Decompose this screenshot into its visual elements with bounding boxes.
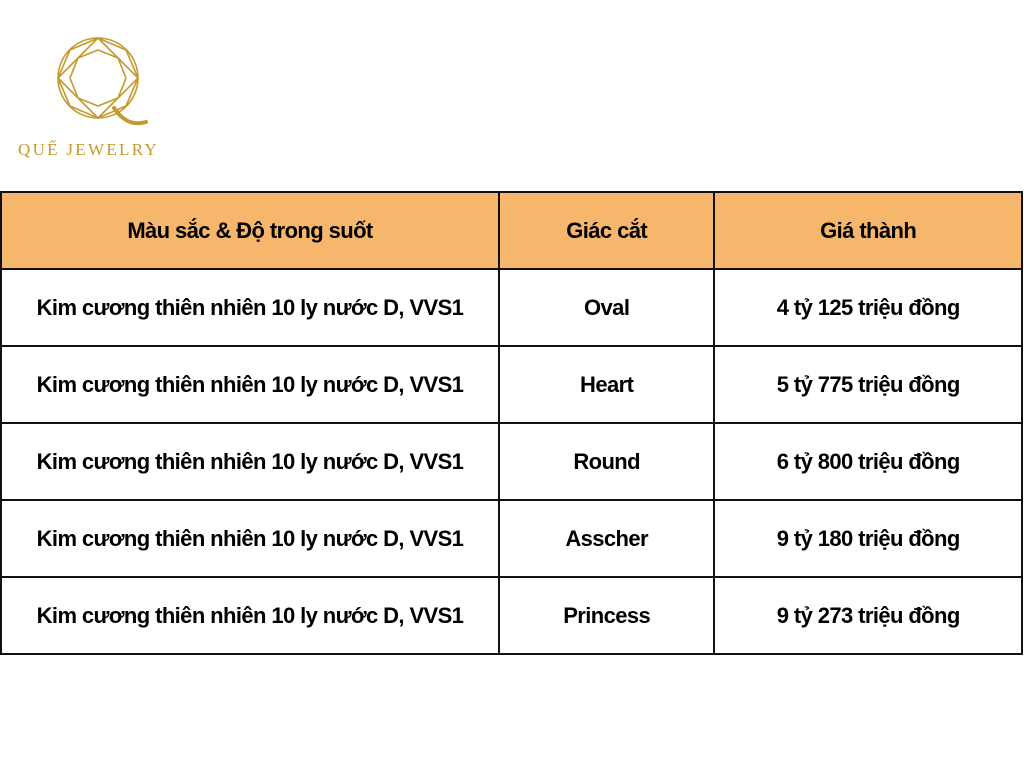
cell-description: Kim cương thiên nhiên 10 ly nước D, VVS1 bbox=[1, 500, 499, 577]
cell-description: Kim cương thiên nhiên 10 ly nước D, VVS1 bbox=[1, 269, 499, 346]
cell-price: 5 tỷ 775 triệu đồng bbox=[714, 346, 1022, 423]
table-row bbox=[1, 269, 1022, 346]
table-row bbox=[1, 577, 1022, 654]
diamond-q-logo-icon bbox=[52, 34, 152, 134]
cell-description: Kim cương thiên nhiên 10 ly nước D, VVS1 bbox=[1, 577, 499, 654]
table-row bbox=[1, 423, 1022, 500]
cell-cut: Heart bbox=[499, 346, 714, 423]
cell-cut: Asscher bbox=[499, 500, 714, 577]
header-price: Giá thành bbox=[714, 192, 1022, 269]
cell-cut: Princess bbox=[499, 577, 714, 654]
table-row bbox=[1, 500, 1022, 577]
cell-price: 9 tỷ 180 triệu đồng bbox=[714, 500, 1022, 577]
table-header-row bbox=[1, 192, 1022, 269]
cell-price: 6 tỷ 800 triệu đồng bbox=[714, 423, 1022, 500]
cell-description: Kim cương thiên nhiên 10 ly nước D, VVS1 bbox=[1, 346, 499, 423]
cell-price: 4 tỷ 125 triệu đồng bbox=[714, 269, 1022, 346]
brand-logo bbox=[18, 34, 188, 164]
header-color-clarity: Màu sắc & Độ trong suốt bbox=[1, 192, 499, 269]
cell-cut: Oval bbox=[499, 269, 714, 346]
cell-cut: Round bbox=[499, 423, 714, 500]
brand-name: QUẾ JEWELRY bbox=[18, 140, 159, 159]
header-cut: Giác cắt bbox=[499, 192, 714, 269]
cell-description: Kim cương thiên nhiên 10 ly nước D, VVS1 bbox=[1, 423, 499, 500]
diamond-price-table bbox=[0, 191, 1023, 655]
table-row bbox=[1, 346, 1022, 423]
cell-price: 9 tỷ 273 triệu đồng bbox=[714, 577, 1022, 654]
